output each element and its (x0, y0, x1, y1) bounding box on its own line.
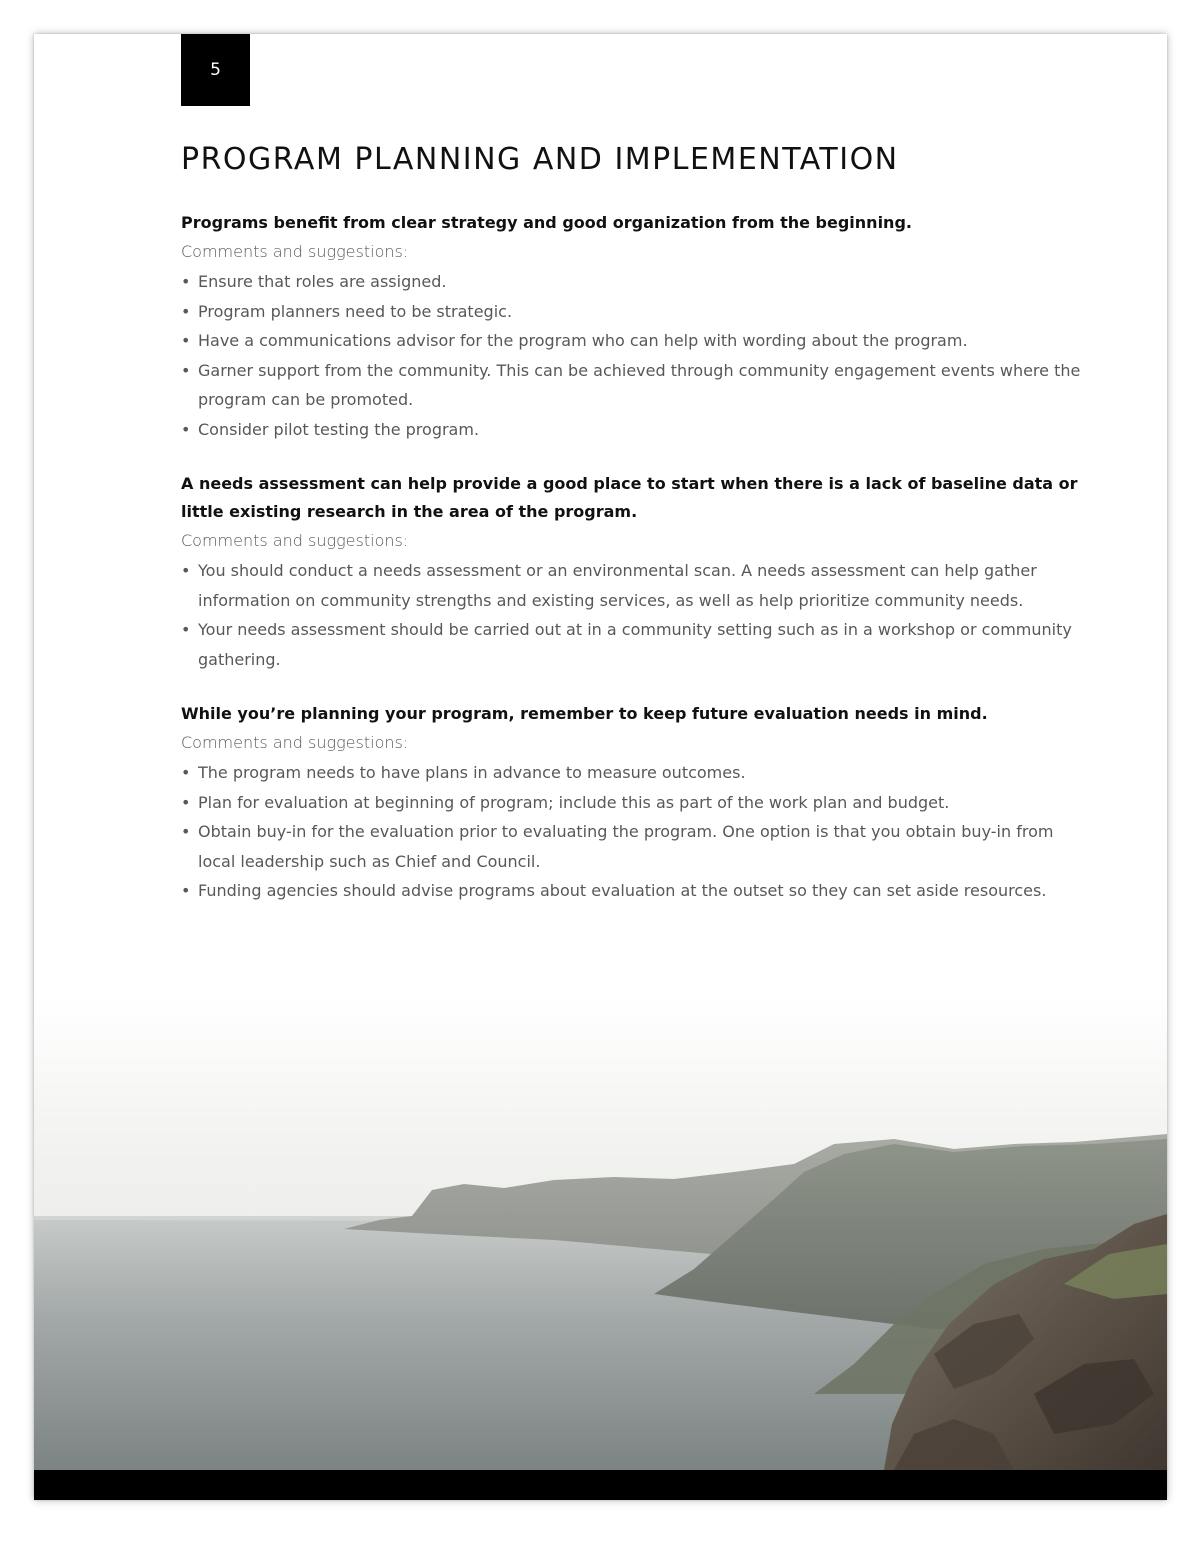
section-needs-assessment (181, 470, 1081, 674)
section-subheading: Comments and suggestions: (181, 242, 409, 261)
section-evaluation (181, 700, 1081, 906)
section-planning (181, 209, 1081, 444)
page-title: PROGRAM PLANNING AND IMPLEMENTATION (181, 142, 899, 177)
list-item: • Your needs assessment should be carried out at in a community setting such as in a workshop or community gathering. (181, 615, 1081, 674)
list-item: • Consider pilot testing the program. (181, 415, 1081, 445)
list-item: • Plan for evaluation at beginning of program; include this as part of the work plan and budget. (181, 788, 1081, 818)
page-content (181, 142, 1081, 932)
section-heading: While you’re planning your program, remember to keep future evaluation needs in mind. (181, 704, 988, 723)
bullet-list (181, 267, 1081, 444)
section-subheading: Comments and suggestions: (181, 531, 409, 550)
footer-title: SAGE ADVICE: Real-World Approaches to Program Evaluation in Northern, Remote and Aboriginal Communities (200, 1506, 1065, 1524)
list-item: • Have a communications advisor for the program who can help with wording about the program. (181, 326, 1081, 356)
list-item: • Ensure that roles are assigned. (181, 267, 1081, 297)
section-subheading: Comments and suggestions: (181, 733, 409, 752)
coastal-cliffs-photo (34, 994, 1167, 1470)
page-number: 5 (210, 60, 221, 80)
section-heading: A needs assessment can help provide a good place to start when there is a lack of baseline data or little existing research in the area of the program. (181, 474, 1078, 521)
list-item: • Garner support from the community. This can be achieved through community engagement events where the program can be promoted. (181, 356, 1081, 415)
bullet-list (181, 758, 1081, 906)
section-heading: Programs benefit from clear strategy and good organization from the beginning. (181, 213, 912, 232)
list-item: • The program needs to have plans in advance to measure outcomes. (181, 758, 1081, 788)
footer-bar (34, 1470, 1167, 1524)
list-item: • Program planners need to be strategic. (181, 297, 1081, 327)
bullet-list (181, 556, 1081, 674)
list-item: • Obtain buy-in for the evaluation prior to evaluating the program. One option is that you obtain buy-in from local leadership such as Chief and Council. (181, 817, 1081, 876)
page-number-tab (181, 34, 250, 106)
document-page (34, 34, 1167, 1524)
list-item: • You should conduct a needs assessment or an environmental scan. A needs assessment can help gather information on community strengths and existing services, as well as help prioritize community needs. (181, 556, 1081, 615)
list-item: • Funding agencies should advise programs about evaluation at the outset so they can set aside resources. (181, 876, 1081, 906)
